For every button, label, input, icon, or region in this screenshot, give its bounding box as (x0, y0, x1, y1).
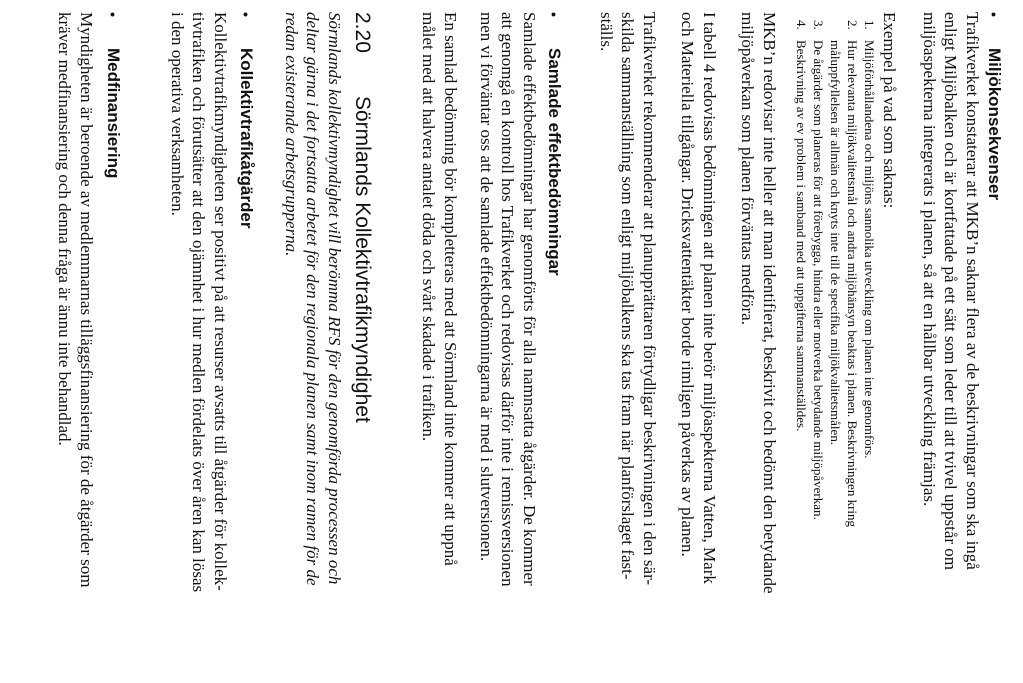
list-item: 3. De åtgärder som planeras för att förebygga, hindra eller motverka betydande miljöpåverkan. (811, 20, 826, 520)
effekt-paragraph-2: En samlad bedömning bör kompletteras med att Sörmland inte kommer att uppnå målet med att halvera antalet döda och svårt skadade i trafiken. (419, 12, 460, 566)
milj-paragraph-1: Trafikverket konstaterar att MKB’n saknar flera av de beskrivningar som ska ingå enligt Miljöbalken och är kortfattade på ett sätt som leder till att tvivel uppstår om miljöaspekterna integrerats i planen, så att en hållbar utveckling främjas. (920, 12, 982, 571)
bullet-icon: • (986, 12, 1002, 17)
milj-paragraph-3: I tabell 4 redovisas bedömningen att planen inte berör miljöaspekterna Vatten, Mark och Materiella tillgångar. Dricksvattentäkter borde rimligen påverkas av planen. (678, 12, 719, 584)
milj-paragraph-2: MKB’n redovisar inte heller att man identifierat, beskrivit och bedömt den betydande miljöpåverkan som planen förväntas medföra. (738, 12, 779, 594)
kollektiv-paragraph-1: Kollektivtrafikmyndigheten ser positivt på att resurser avsatts till åtgärder för kollek- tivtrafiken och förutsätter att den ojämnhet i hur medlen fördelats över åren kan lösas i den operativa verksamheten. (168, 12, 230, 593)
section-number: 2.20 (351, 12, 374, 53)
heading-samlade-effektbedomningar: •Samlade effektbedömningar (545, 12, 564, 276)
heading-medfinansiering: •Medfinansiering (104, 12, 123, 179)
milj-paragraph-4: Trafikverket rekommenderar att planupprättaren förtydligar beskrivningen i den sär- skilda sammanställning som enligt miljöbalkens ska tas fram när planförslaget fast- ställs. (597, 12, 659, 586)
bullet-icon: • (105, 12, 121, 17)
list-item: 4. Beskrivning av ev problem i samband med att uppgifterna sammanställdes. (794, 20, 809, 432)
list-item: 2. Hur relevanta miljökvalitetsmål och andra miljöhänsyn beaktas i planen. Beskrivningen kring måluppfyllelsen är allmän och knyts inte till de specifika miljökvalitetsmålen. (828, 20, 860, 528)
bullet-icon: • (238, 12, 254, 17)
example-intro: Exempel på vad som saknas: (880, 12, 899, 209)
examples-list (793, 12, 878, 683)
medfin-paragraph-1: Myndigheten är beroende av medlemmarnas tilläggsfinansiering för de åtgärder som kräver medfinansiering och denna fråga är ännu inte behandlad. (55, 12, 96, 588)
section-italic-paragraph: Sörmlands kollektivmyndighet vill berömma RFS för den genomförda processen och deltar gärna i det fortsatta arbetet för den regionala planen samt inom ramen för de redan existerande arbetsgrupperna. (282, 12, 344, 586)
bullet-icon: • (546, 12, 562, 17)
list-item: 1. Miljöförhållandena och miljöns sannolika utveckling om planen inte genomförs. (862, 20, 877, 459)
effekt-paragraph-1: Samlade effektbedömningar har genomförts för alla namnsatta åtgärder. De kommer att genomgå en kontroll hos Trafikverket och redovisas därför inte i remissversionen men vi förväntar oss att de samlade effektbedömningarna är med i slutversionen. (477, 12, 539, 587)
heading-kollektivtrafikatgarder: •Kollektivtrafikåtgärder (237, 12, 256, 229)
heading-miljokonsekvenser: •Miljökonsekvenser (985, 12, 1004, 201)
section-title: Sörmlands Kollektivtrafikmyndighet (351, 96, 374, 423)
section-heading (349, 12, 375, 683)
